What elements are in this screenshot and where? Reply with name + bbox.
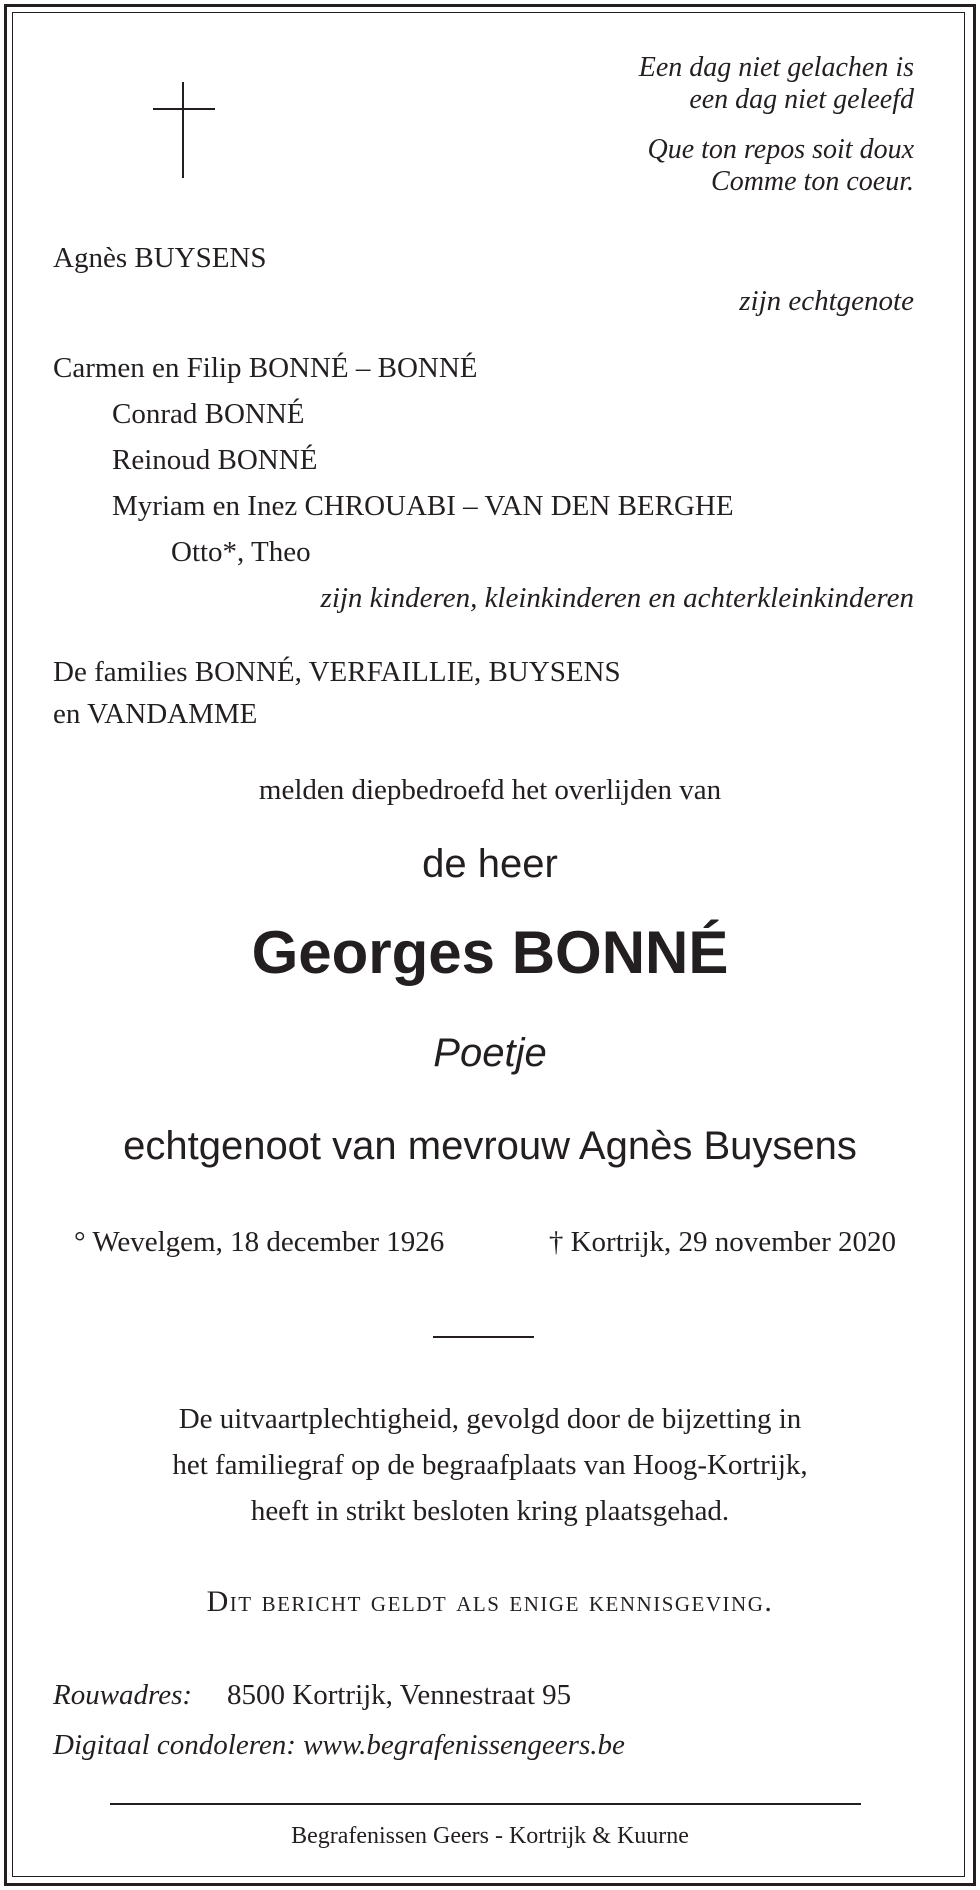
child-line: Reinoud BONNÉ <box>112 444 318 476</box>
motto-line: Een dag niet gelachen is <box>638 52 914 83</box>
spouse-name: Agnès BUYSENS <box>53 242 267 274</box>
funeral-line: De uitvaartplechtigheid, gevolgd door de bijzetting in <box>178 1403 802 1435</box>
families-line: en VANDAMME <box>53 698 258 730</box>
deceased-relation: echtgenoot van mevrouw Agnès Buysens <box>123 1124 857 1168</box>
deceased-nickname: Poetje <box>433 1031 547 1075</box>
grandchild-line: Otto*, Theo <box>171 536 311 568</box>
motto-line: Comme ton coeur. <box>711 166 914 197</box>
child-line: Carmen en Filip BONNÉ – BONNÉ <box>53 352 478 384</box>
notice: Dit bericht geldt als enige kennisgeving. <box>206 1585 774 1618</box>
address-value: 8500 Kortrijk, Vennestraat 95 <box>227 1679 572 1711</box>
spouse-role: zijn echtgenote <box>739 285 914 317</box>
child-line: Myriam en Inez CHROUABI – VAN DEN BERGHE <box>112 490 734 522</box>
separator-line <box>433 1336 534 1338</box>
motto-line: Que ton repos soit doux <box>647 134 914 165</box>
birth-date: ° Wevelgem, 18 december 1926 <box>74 1226 445 1258</box>
deceased-name: Georges BONNÉ <box>251 919 729 986</box>
footer: Begrafenissen Geers - Kortrijk & Kuurne <box>291 1823 689 1849</box>
motto-line: een dag niet geleefd <box>689 84 914 115</box>
children-role: zijn kinderen, kleinkinderen en achterkleinkinderen <box>320 582 914 614</box>
cross-icon <box>153 82 215 178</box>
condolence-link[interactable]: Digitaal condoleren: www.begrafenissengeers.be <box>53 1729 625 1761</box>
child-line: Conrad BONNÉ <box>112 398 305 430</box>
death-date: † Kortrijk, 29 november 2020 <box>548 1226 896 1258</box>
footer-rule <box>110 1803 861 1805</box>
families-line: De families BONNÉ, VERFAILLIE, BUYSENS <box>53 656 621 688</box>
motto <box>639 52 914 198</box>
funeral-line: heeft in strikt besloten kring plaatsgehad. <box>250 1495 730 1527</box>
announcement: melden diepbedroefd het overlijden van <box>258 774 722 806</box>
funeral-line: het familiegraf op de begraafplaats van Hoog-Kortrijk, <box>172 1449 808 1481</box>
address-label: Rouwadres: <box>53 1679 193 1711</box>
deceased-title: de heer <box>422 842 558 886</box>
